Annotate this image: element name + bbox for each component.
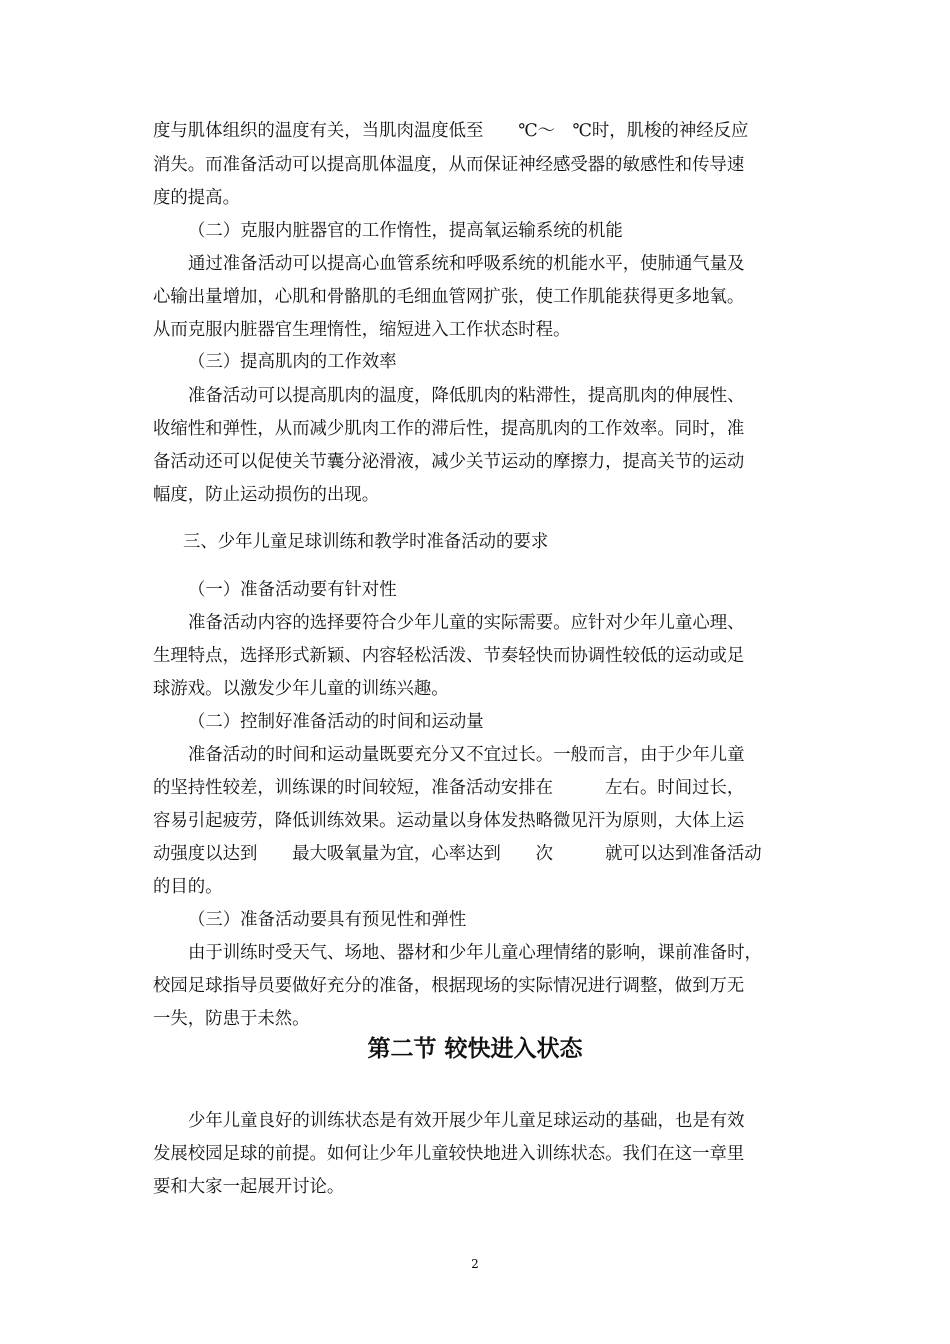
body-line: 度与肌体组织的温度有关，当肌肉温度低至 ℃～ ℃时，肌梭的神经反应 [153, 121, 749, 141]
body-line: 心输出量增加，心肌和骨骼肌的毛细血管网扩张，使工作肌能获得更多地氧。 [153, 287, 745, 307]
body-line: 消失。而准备活动可以提高肌体温度，从而保证神经感受器的敏感性和传导速 [153, 155, 745, 175]
section-heading: 三、少年儿童足球训练和教学时准备活动的要求 [183, 532, 549, 552]
body-line: 度的提高。 [153, 188, 240, 208]
subsection-heading: （三）准备活动要具有预见性和弹性 [188, 910, 467, 930]
body-line: 由于训练时受天气、场地、器材和少年儿童心理情绪的影响，课前准备时， [188, 943, 762, 963]
body-line: 准备活动可以提高肌肉的温度，降低肌肉的粘滞性，提高肌肉的伸展性、 [188, 386, 745, 406]
body-line: 准备活动的时间和运动量既要充分又不宜过长。一般而言，由于少年儿童 [188, 745, 745, 765]
body-line: 准备活动内容的选择要符合少年儿童的实际需要。应针对少年儿童心理、 [188, 613, 745, 633]
body-line: 发展校园足球的前提。如何让少年儿童较快地进入训练状态。我们在这一章里 [153, 1144, 745, 1164]
body-line: 幅度，防止运动损伤的出现。 [153, 485, 380, 505]
body-line: 少年儿童良好的训练状态是有效开展少年儿童足球运动的基础，也是有效 [188, 1111, 745, 1131]
body-line: 一失，防患于未然。 [153, 1009, 310, 1029]
page-number: 2 [471, 1257, 479, 1271]
body-line: 球游戏。以激发少年儿童的训练兴趣。 [153, 679, 449, 699]
body-line: 要和大家一起展开讨论。 [153, 1177, 345, 1197]
body-line: 收缩性和弹性，从而减少肌肉工作的滞后性，提高肌肉的工作效率。同时，准 [153, 419, 745, 439]
body-line: 的目的。 [153, 877, 223, 897]
body-line: 备活动还可以促使关节囊分泌滑液，减少关节运动的摩擦力，提高关节的运动 [153, 452, 745, 472]
body-line: 生理特点，选择形式新颖、内容轻松活泼、节奏轻快而协调性较低的运动或足 [153, 646, 745, 666]
subsection-heading: （三）提高肌肉的工作效率 [188, 352, 397, 372]
body-line: 的坚持性较差，训练课的时间较短，准备活动安排在 左右。时间过长， [153, 778, 745, 798]
body-line: 通过准备活动可以提高心血管系统和呼吸系统的机能水平，使肺通气量及 [188, 254, 745, 274]
body-line: 动强度以达到 最大吸氧量为宜，心率达到 次 就可以达到准备活动 [153, 844, 762, 864]
body-line: 从而克服内脏器官生理惰性，缩短进入工作状态时程。 [153, 320, 571, 340]
body-line: 容易引起疲劳，降低训练效果。运动量以身体发热略微见汗为原则，大体上运 [153, 811, 745, 831]
subsection-heading: （一）准备活动要有针对性 [188, 580, 397, 600]
subsection-heading: （二）控制好准备活动的时间和运动量 [188, 712, 484, 732]
chapter-section-title: 第二节 较快进入状态 [367, 1036, 583, 1062]
body-line: 校园足球指导员要做好充分的准备，根据现场的实际情况进行调整，做到万无 [153, 976, 745, 996]
subsection-heading: （二）克服内脏器官的工作惰性，提高氧运输系统的机能 [188, 221, 623, 241]
